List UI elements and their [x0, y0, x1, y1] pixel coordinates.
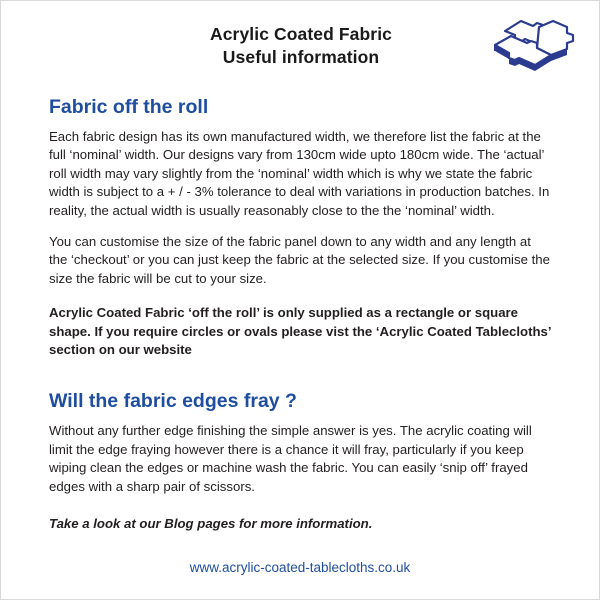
- section-heading-edges-fray: Will the fabric edges fray ?: [49, 390, 297, 413]
- paragraph-fraying: Without any further edge finishing the simple answer is yes. The acrylic coating will limit the edge fraying however there is a chance it will fray, particularly if you keep wiping clean the edges or machine wash the fabric. You can easily ‘snip off’ frayed edges with a sharp pair of scissors.: [49, 423, 532, 494]
- document-footer: [1, 559, 599, 577]
- paragraph-customise-size: You can customise the size of the fabric panel down to any width and any length at the ‘checkout’ or you can just keep the fabric at the selected size. If you customise the size the fabric will be cut to your size.: [49, 234, 550, 286]
- document-title-line-2: Useful information: [222, 47, 380, 67]
- section-heading-fabric-off-the-roll: Fabric off the roll: [49, 96, 209, 118]
- website-link[interactable]: www.acrylic-coated-tablecloths.co.uk: [189, 560, 411, 575]
- document-content: [1, 95, 599, 534]
- document-title-line-1: Acrylic Coated Fabric: [209, 24, 393, 44]
- document-header: [1, 1, 599, 79]
- note-blog-pages: Take a look at our Blog pages for more information.: [49, 516, 373, 532]
- puzzle-pieces-logo: [477, 15, 577, 75]
- note-shape-restriction: Acrylic Coated Fabric ‘off the roll’ is only supplied as a rectangle or square shape. If you require circles or ovals please vist the ‘Acrylic Coated Tablecloths’ section on our website: [49, 305, 551, 358]
- paragraph-fabric-widths: Each fabric design has its own manufactured width, we therefore list the fabric at the full ‘nominal’ width. Our designs vary from 130cm wide upto 180cm wide. The ‘actual’ roll width may vary slightly from the ‘nominal’ width which is why we state the fabric width is subject to a + / - 3% tolerance to deal with variations in production batches. In reality, the actual width is usually reasonably close to the the ‘nominal’ width.: [49, 129, 550, 218]
